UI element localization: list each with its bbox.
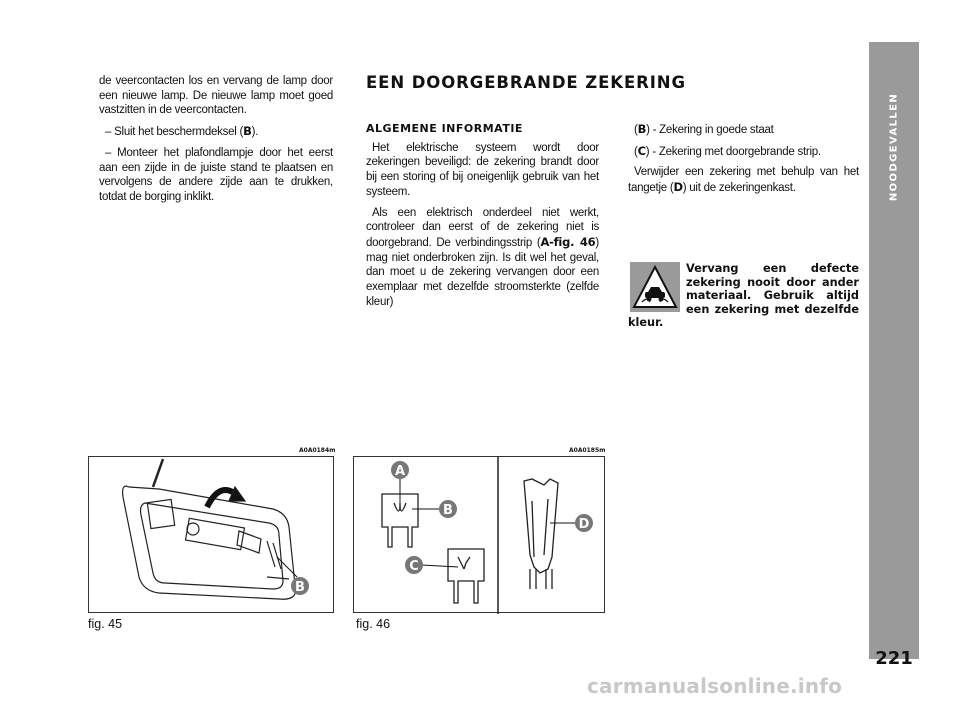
item-b: (B) - Zekering in goede staat: [634, 122, 774, 136]
item-c-text: ) - Zekering met doorgebrande strip.: [645, 145, 821, 158]
page-number: 221: [875, 648, 913, 669]
callout-a: A: [394, 464, 406, 479]
remove-text-end: ) uit de zekeringenkast.: [682, 182, 796, 195]
callout-b: B: [443, 503, 453, 518]
remove-text: Verwijder een zekering met behulp van het tangetje (: [628, 166, 859, 195]
warning-triangle-icon: [630, 262, 680, 312]
step-text: – Sluit het beschermdeksel (: [105, 126, 244, 139]
figure-code: A0A0184m: [299, 447, 336, 454]
callout-d: D: [578, 517, 590, 532]
figure-46: [353, 456, 605, 613]
check-text-end: ) mag niet onderbroken zijn. Is dit wel het geval, dan moet u de zekering vervangen door een exemplaar met dezelfde stroomsterkte (zelfde kleur): [366, 236, 599, 308]
figure-45: [88, 456, 334, 613]
section-label: NOODGEVALLEN: [888, 92, 900, 202]
ref-a-fig: A-fig. 46: [540, 234, 596, 249]
ref-d: D: [673, 180, 683, 195]
step-mount-lamp: – Monteer het plafondlampje door het eerst aan een zijde in de juiste stand te plaatsen en vervolgens de andere zijde aan te drukken, totdat de borging inklikt.: [99, 146, 333, 203]
ref-c: C: [637, 143, 646, 158]
remove-paragraph: [628, 165, 859, 195]
subheading: ALGEMENE INFORMATIE: [366, 122, 523, 135]
figure-caption: fig. 45: [88, 617, 123, 631]
step-text-end: ).: [251, 126, 259, 139]
check-text: Als een elektrisch onderdeel niet werkt, controleer dan eerst of de zekering niet is doorgebrand. De verbindingsstrip (: [366, 206, 599, 249]
ref-b: B: [637, 122, 647, 136]
section-sidebar: [869, 42, 919, 669]
item-b-text: ) - Zekering in goede staat: [646, 124, 774, 136]
continuation-paragraph: de veercontacten los en vervang de lamp door een nieuwe lamp. De nieuwe lamp moet goed vastzitten in de veercontacten.: [99, 75, 333, 117]
middle-column: [366, 122, 599, 315]
right-column: [628, 122, 859, 202]
section-title-vertical: [869, 72, 919, 222]
ref-b: B: [243, 124, 252, 139]
check-paragraph: [366, 206, 599, 310]
item-c: (C) - Zekering met doorgebrande strip.: [634, 143, 821, 158]
left-column: [99, 74, 333, 211]
intro-paragraph: Het elektrische systeem wordt door zekeringen beveiligd: de zekering brandt door bij een storing of bij oneigenlijk gebruik van het systeem.: [366, 141, 599, 198]
watermark: carmanualsonline.info: [587, 674, 843, 698]
warning-text: Vervang een defecte zekering nooit door ander materiaal. Gebruik altijd een zekering met dezelfde kleur.: [628, 262, 859, 330]
step-close-cover: [99, 124, 333, 140]
figure-caption: fig. 46: [356, 617, 391, 631]
warning-notice: [628, 262, 859, 330]
callout-c: C: [409, 559, 419, 574]
page-title: EEN DOORGEBRANDE ZEKERING: [366, 73, 686, 92]
callout-b: B: [295, 580, 305, 595]
figure-code: A0A0185m: [569, 447, 606, 454]
